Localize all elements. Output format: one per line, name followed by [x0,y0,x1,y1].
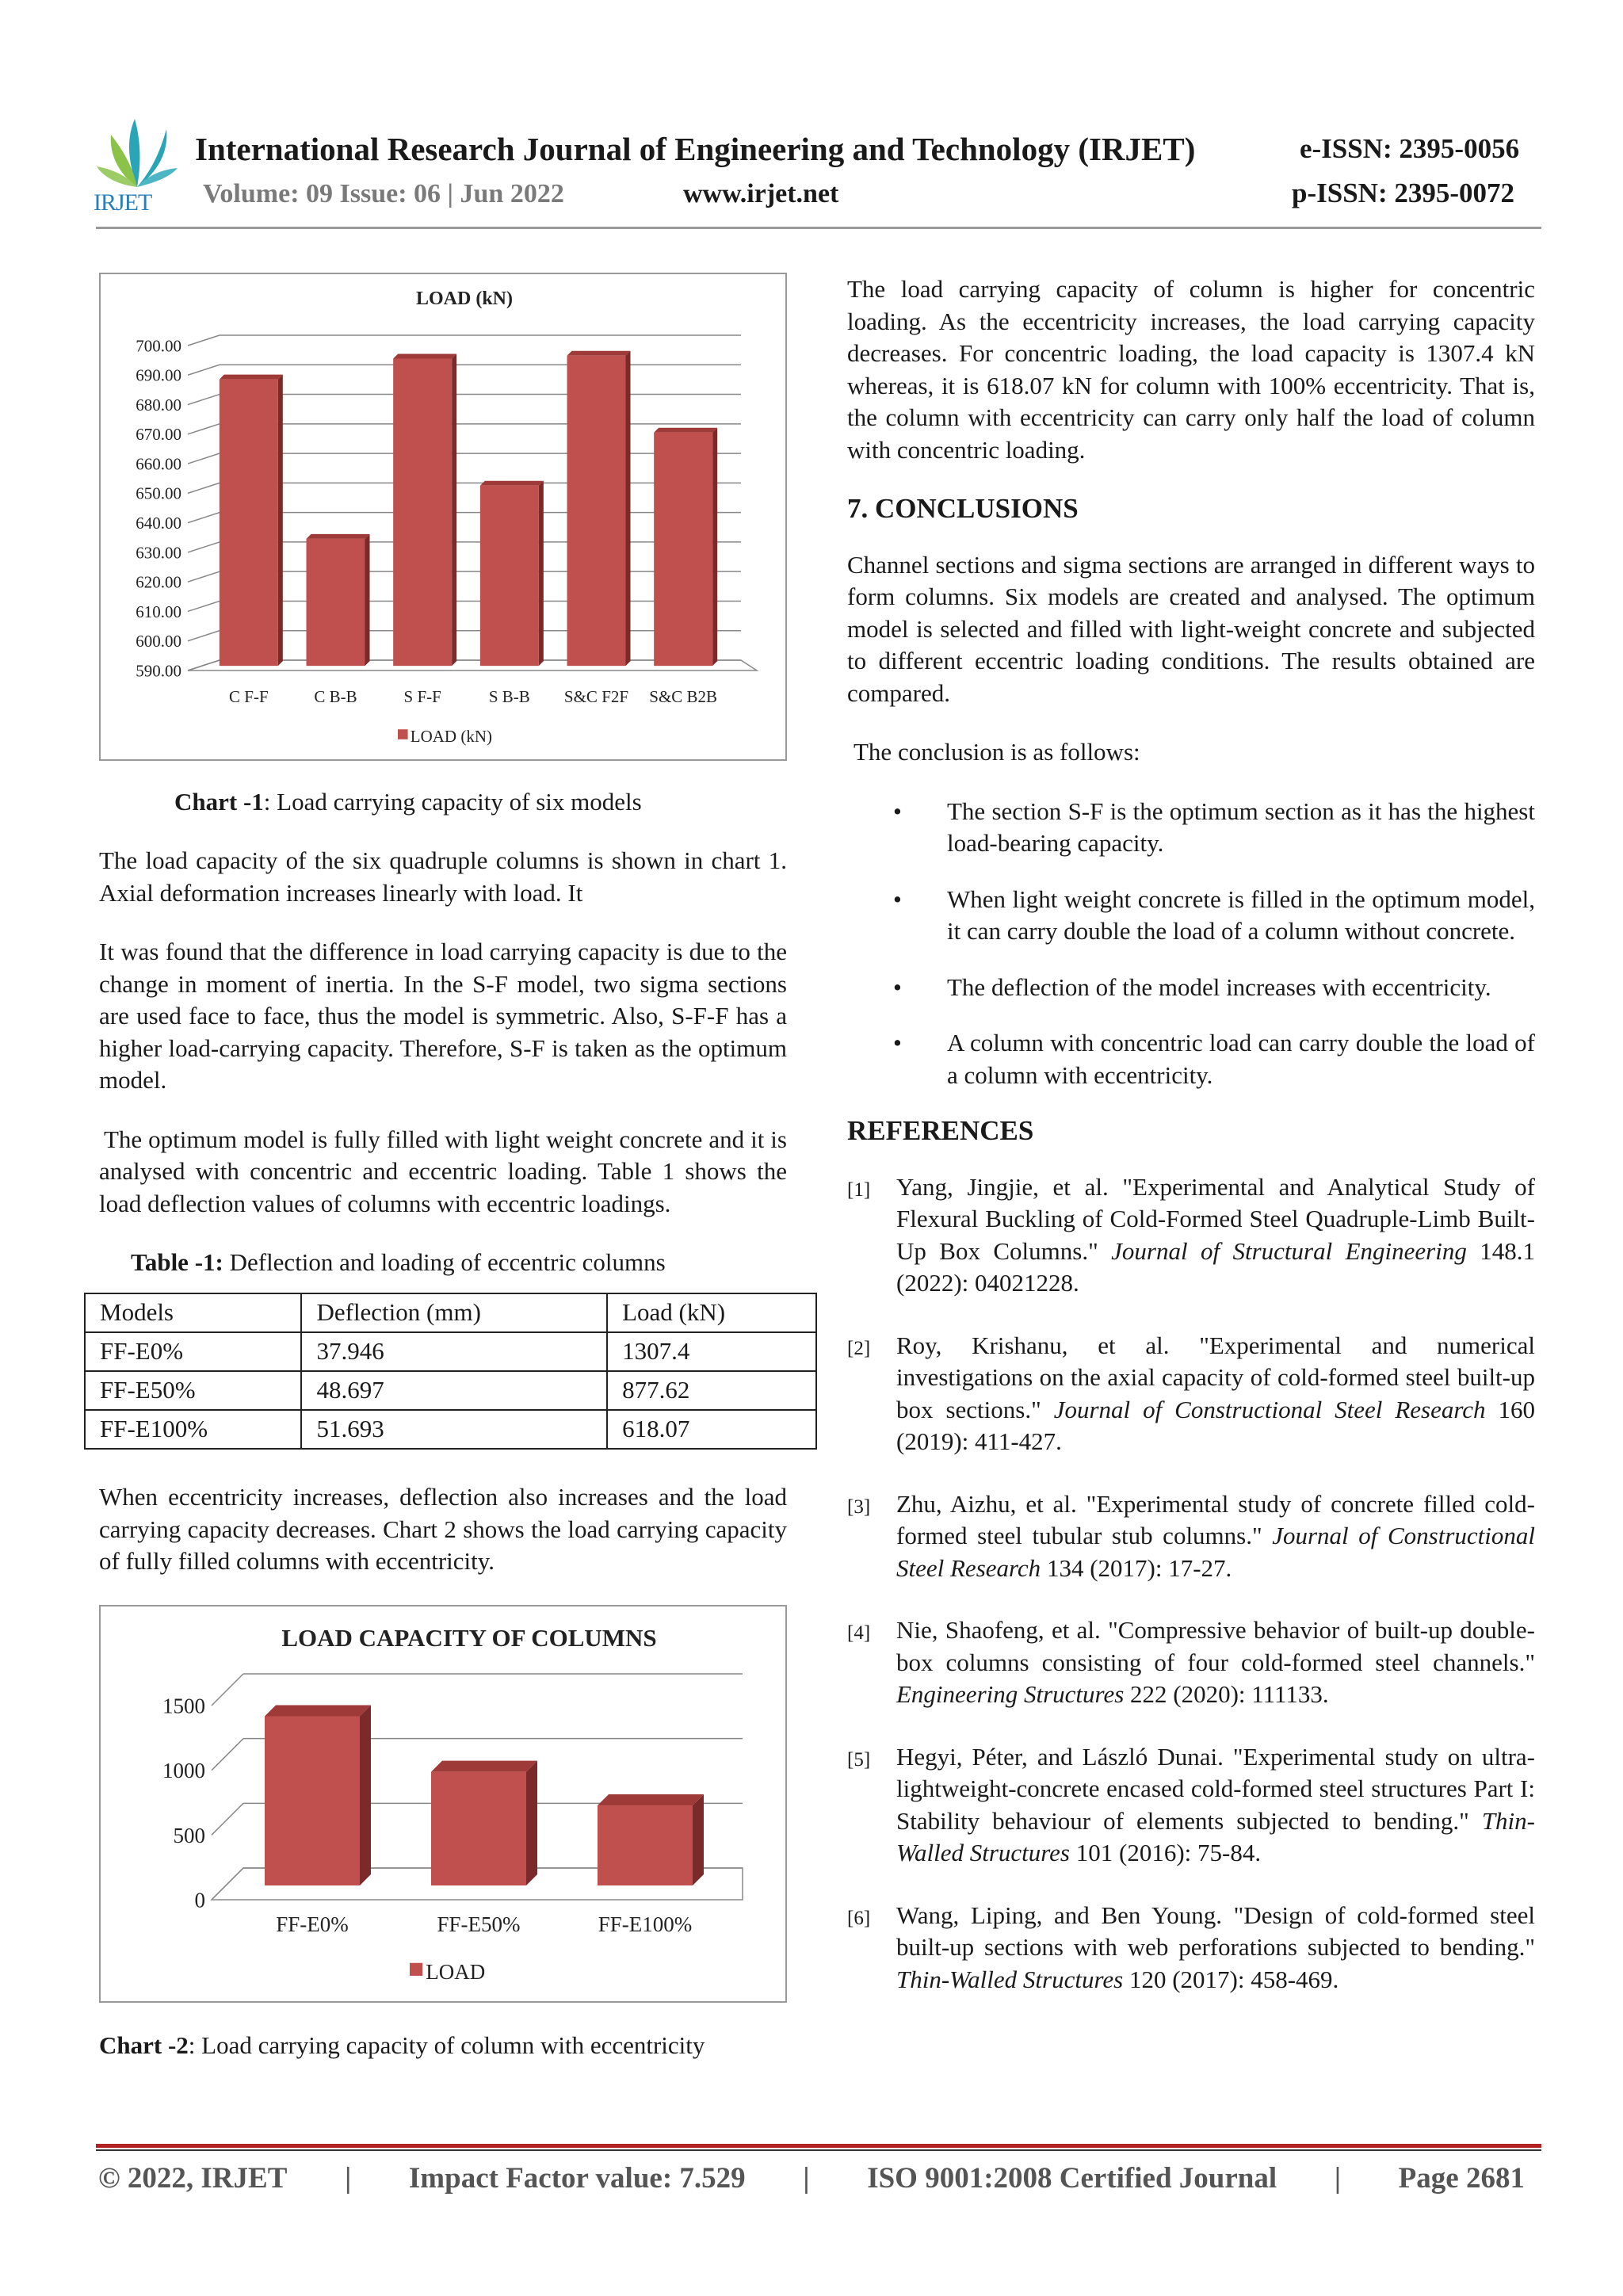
legend-label: LOAD [426,1959,486,1984]
x-tick-label: FF-E50% [437,1912,521,1936]
bar [393,359,452,667]
gridline-side [188,631,220,641]
footer-separator: | [345,2162,352,2195]
table-cell: FF-E0% [85,1332,301,1371]
chart-1-svg [101,274,785,759]
paragraph: The load capacity of the six quadruple columns is shown in chart 1. Axial deformation increases linearly with load. It [99,846,787,907]
bar [307,539,365,666]
y-tick-label: 590.00 [136,661,181,681]
p-issn: p-ISSN: 2395-0072 [1292,178,1515,208]
bar-side [626,351,631,666]
chart-title: LOAD CAPACITY OF COLUMNS [281,1623,657,1652]
y-tick-label: 620.00 [136,572,181,592]
chart-title: LOAD (kN) [415,288,514,309]
gridline-side [188,542,220,552]
reference-item [847,1330,1535,1458]
gridline-side [212,1674,243,1706]
reference-volume: 134 (2017): 17-27. [1041,1553,1232,1582]
e-issn: e-ISSN: 2395-0056 [1300,133,1520,164]
bar [480,486,539,666]
footer-divider [96,2144,1541,2148]
bar-side [452,354,456,667]
reference-item [847,1171,1535,1300]
chart-2-svg [101,1606,785,2001]
chart-2-caption-text: : Load carrying capacity of column with eccentricity [188,2030,705,2059]
y-tick-label: 600.00 [136,632,181,651]
reference-item [847,1741,1535,1870]
bar-side [526,1760,537,1885]
bar-top [307,534,370,539]
legend-label: LOAD (kN) [410,727,492,746]
gridline-side [188,335,220,346]
gridline-side [188,601,220,611]
footer-page-number: Page 2681 [1398,2162,1525,2195]
website-link[interactable]: www.irjet.net [683,179,839,208]
bar [654,433,712,666]
header-divider [96,227,1541,229]
deflection-table [84,1293,817,1450]
reference-item [847,1488,1535,1585]
reference-number: [2] [847,1337,871,1359]
y-tick-label: 1000 [162,1758,205,1782]
x-tick-label: S F-F [403,687,441,706]
conclusion-list [847,796,1535,1092]
bar-side [365,534,370,666]
paragraph: The optimum model is fully filled with light weight concrete and it is analysed with concentric and eccentric loading. Table 1 shows the load deflection values of columns with eccentric loadings. [99,1125,787,1217]
header-cell: Load (kN) [607,1293,816,1332]
reference-volume: 148.1 (2022): 04021228. [896,1236,1536,1297]
y-tick-label: 690.00 [136,365,181,385]
paragraph: When eccentricity increases, deflection also increases and the load carrying capacity decreases. Chart 2 shows the load carrying capacity of fully filled columns with eccentricity. [99,1483,787,1575]
y-tick-label: 0 [194,1887,205,1912]
y-tick-label: 680.00 [136,395,181,415]
bar-top [480,481,544,486]
footer-iso: ISO 9001:2008 Certified Journal [867,2162,1277,2195]
right-column [847,273,1535,2026]
y-tick-label: 1500 [162,1693,205,1717]
reference-journal: Journal of Constructional Steel Research [896,1522,1535,1582]
table-cell: 877.62 [607,1371,816,1410]
paragraph: Channel sections and sigma sections are arranged in different ways to form columns. Six models are created and analysed. The optimum model is selected and filled with light-weight concrete and subjected to different eccentric loading conditions. The results obtained are compared. [847,550,1535,707]
y-tick-label: 670.00 [136,425,181,445]
table-cell: FF-E50% [85,1371,301,1410]
x-tick-label: C F-F [229,687,269,706]
footer-impact-factor: Impact Factor value: 7.529 [408,2162,746,2195]
reference-authors-title: Roy, Krishanu, et al. "Experimental and numerical investigations on the axial capacity of cold-formed steel built-up box sections." [896,1331,1535,1423]
reference-journal: Journal of Structural Engineering [1111,1236,1467,1265]
gridline-side [188,365,220,375]
reference-number: [5] [847,1748,871,1771]
chart-1-caption-label: Chart -1 [174,788,264,816]
table-cell: FF-E100% [85,1410,301,1449]
chart-1 [99,273,787,761]
x-tick-label: C B-B [314,687,357,706]
footer-separator: | [803,2162,810,2195]
table-cell: 51.693 [301,1410,607,1449]
gridline-side [188,395,220,405]
bar-top [431,1760,537,1771]
reference-authors-title: Yang, Jingjie, et al. "Experimental and Analytical Study of Flexural Buckling of Cold-Formed Steel Quadruple-Limb Built-Up Box Columns." [896,1172,1535,1265]
gridline-side [188,453,220,464]
chart-2-caption [99,2030,787,2061]
reference-volume: 101 (2016): 75-84. [1070,1839,1262,1866]
footer [98,2161,1525,2195]
reference-list [847,1171,1535,1996]
chart-2-caption-label: Chart -2 [99,2030,189,2059]
table-cell: 48.697 [301,1371,607,1410]
volume-issue: Volume: 09 Issue: 06 | Jun 2022 [203,179,564,208]
header-cell: Deflection (mm) [301,1293,607,1332]
list-item: • A column with concentric load can carry double the load of a column with eccentricity. [847,1027,1535,1091]
gridline-side [188,513,220,523]
gridline-side [188,424,220,434]
chart-2 [99,1605,787,2003]
x-tick-label: FF-E100% [598,1912,693,1936]
reference-volume: 120 (2017): 458-469. [1123,1965,1339,1993]
gridline-side [188,483,220,493]
reference-number: [1] [847,1179,871,1201]
reference-item [847,1614,1535,1711]
table-row [85,1410,816,1449]
table-cell: 1307.4 [607,1332,816,1371]
list-item: • The deflection of the model increases with eccentricity. [847,972,1535,1004]
table-row [85,1332,816,1371]
left-column [99,273,787,2061]
journal-title: International Research Journal of Engineering and Technology (IRJET) [195,131,1196,167]
reference-number: [4] [847,1622,871,1644]
reference-journal: Thin-Walled Structures [896,1806,1535,1866]
paragraph: The load carrying capacity of column is higher for concentric loading. As the eccentricity increases, the load carrying capacity decreases. For concentric loading, the load capacity is 1307.4 kN whereas, it is 618.07 kN for column with 100% eccentricity. That is, the column with eccentricity can carry only half the load of column with concentric loading. [847,275,1535,464]
bar [567,356,626,666]
bar-top [567,351,631,356]
list-item: • The section S-F is the optimum section as it has the highest load-bearing capacity. [847,796,1535,860]
bar-top [598,1794,704,1805]
bar [265,1716,360,1885]
table-1-caption [131,1247,787,1278]
table-cell: 618.07 [607,1410,816,1449]
table-row [85,1371,816,1410]
y-tick-label: 500 [173,1823,205,1847]
reference-volume: 222 (2020): 111133. [1124,1680,1329,1708]
bar [431,1771,526,1885]
footer-copyright: © 2022, IRJET [98,2162,288,2195]
bar-top [393,354,456,359]
y-tick-label: 700.00 [136,336,181,356]
reference-item [847,1900,1535,1996]
logo-text: IRJET [94,189,152,216]
gridline-side [212,1738,243,1770]
list-item: • When light weight concrete is filled in the optimum model, it can carry double the load of a column without concrete. [847,884,1535,948]
y-tick-label: 660.00 [136,454,181,474]
table-cell: 37.946 [301,1332,607,1371]
paragraph: The conclusion is as follows: [854,738,1140,766]
section-heading-references: REFERENCES [847,1115,1034,1146]
reference-number: [6] [847,1907,871,1929]
table-header-row [85,1293,816,1332]
legend-swatch [398,729,408,739]
reference-volume: 160 (2019): 411-427. [896,1395,1536,1455]
header-cell: Models [85,1293,301,1332]
reference-authors-title: Hegyi, Péter, and László Dunai. "Experimental study on ultra-lightweight-concrete encased cold-formed steel structures Part I: Stability behaviour of elements subjected to bending." [896,1742,1535,1835]
bar-side [278,375,283,667]
bar [220,380,278,667]
y-tick-label: 640.00 [136,513,181,533]
table-1-caption-label: Table -1: [131,1248,223,1276]
reference-authors-title: Wang, Liping, and Ben Young. "Design of cold-formed steel built-up sections with web perforations subjected to bending." [896,1901,1535,1961]
chart-1-caption-text: : Load carrying capacity of six models [263,788,642,816]
reference-journal: Engineering Structures [896,1680,1125,1708]
x-tick-label: S B-B [488,687,530,706]
bar-side [539,481,544,666]
y-tick-label: 610.00 [136,602,181,621]
table-1-caption-text: Deflection and loading of eccentric columns [223,1248,666,1276]
reference-number: [3] [847,1496,871,1518]
bar-side [693,1794,704,1885]
y-tick-label: 650.00 [136,483,181,503]
reference-authors-title: Zhu, Aizhu, et al. "Experimental study of concrete filled cold-formed steel tubular stub columns." [896,1489,1535,1549]
legend-swatch [410,1962,422,1975]
reference-authors-title: Nie, Shaofeng, et al. "Compressive behavior of built-up double-box columns consisting of four cold-formed steel channels." [896,1616,1535,1676]
x-tick-label: S&C F2F [563,687,629,706]
bar-side [712,428,717,666]
chart-1-caption [174,786,787,818]
bar-top [220,375,283,380]
x-tick-label: S&C B2B [649,687,718,706]
footer-divider-thin [96,2149,1541,2151]
y-tick-label: 630.00 [136,543,181,563]
bar [598,1805,693,1885]
reference-journal: Journal of Constructional Steel Research [1053,1395,1486,1423]
logo-leaves-icon [94,117,181,189]
bar-top [654,428,717,433]
section-heading-conclusions: 7. CONCLUSIONS [847,493,1079,524]
bar-top [265,1705,371,1716]
irjet-logo [94,117,181,216]
gridline-side [212,1803,243,1835]
paragraph: It was found that the difference in load carrying capacity is due to the change in moment of inertia. In the S-F model, two sigma sections are used face to face, thus the model is symmetric. Also, S-F-F has a higher load-carrying capacity. Therefore, S-F is taken as the optimum model. [99,938,787,1094]
x-tick-label: FF-E0% [276,1912,349,1936]
reference-journal: Thin-Walled Structures [896,1965,1124,1993]
gridline-side [188,571,220,582]
footer-separator: | [1334,2162,1341,2195]
bar-side [360,1705,371,1885]
